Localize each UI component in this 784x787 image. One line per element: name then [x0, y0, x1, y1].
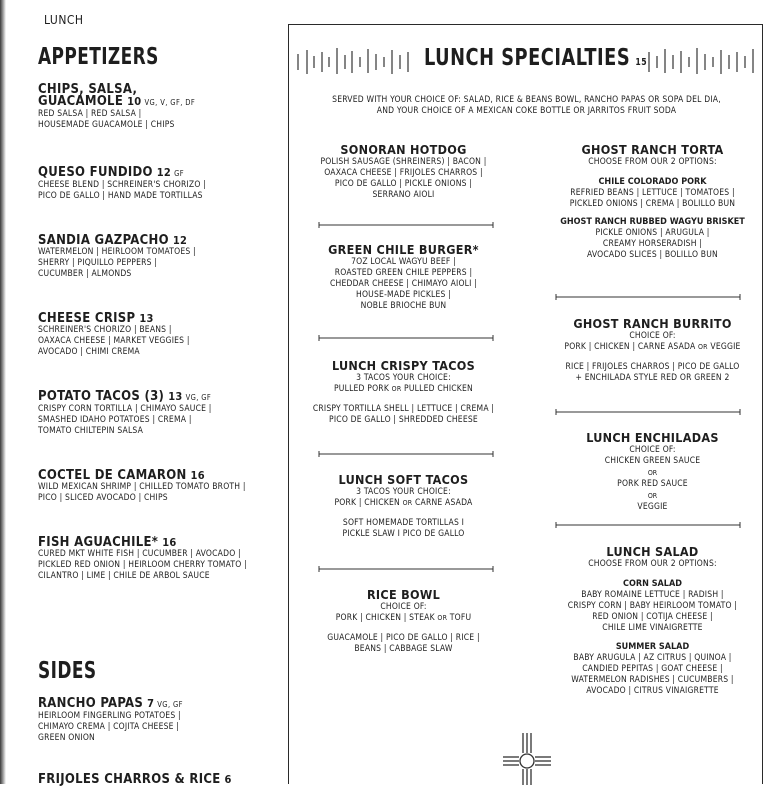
menu-item: [38, 698, 288, 744]
item-name-line: COCTEL DE CAMARON: [38, 468, 187, 483]
option-b: CARNE ASADA: [414, 498, 473, 508]
dish-line: SOFT HOMEMADE TORTILLAS I: [342, 518, 465, 528]
dish-title: GHOST RANCH BURRITO: [573, 316, 732, 331]
item-desc-line: OAXACA CHEESE | MARKET VEGGIES |: [38, 336, 190, 346]
dish-line: AVOCADO SLICES | BOLILLO BUN: [587, 250, 718, 260]
item-price: 6: [224, 773, 232, 786]
item-price: 16: [190, 469, 205, 482]
item-tags: GF: [174, 169, 185, 178]
menu-item: [38, 313, 288, 358]
dish-line: CANDIED PEPITAS | GOAT CHEESE |: [582, 664, 723, 674]
ghost-ranch-torta-block: [545, 143, 760, 261]
item-name: [38, 698, 288, 711]
lunch-specialties-box: [288, 24, 763, 784]
right-tick-ornament: [647, 46, 759, 74]
option-a: PULLED PORK: [334, 384, 390, 394]
item-price: 13: [168, 390, 183, 403]
item-name: [38, 470, 288, 482]
dish-choice: CHOICE OF:: [380, 602, 427, 612]
dish-line: BEANS | CABBAGE SLAW: [354, 644, 453, 654]
dish-title: LUNCH SOFT TACOS: [338, 472, 469, 487]
item-name-line: POTATO TACOS (3): [38, 389, 165, 404]
dish-line: PICKLED ONIONS | CREMA | BOLILLO BUN: [569, 199, 736, 209]
item-price: 10: [127, 95, 142, 108]
item-name-line: SANDIA GAZPACHO: [38, 233, 169, 248]
zia-sun-emblem: [503, 731, 551, 785]
option-b: VEGGIE: [710, 342, 741, 352]
specialties-price: 15: [635, 57, 648, 68]
dish-choice: 3 TACOS YOUR CHOICE:: [356, 487, 451, 497]
option-title: CHILE COLORADO PORK: [598, 177, 707, 187]
dish-line: CHEDDAR CHEESE | CHIMAYO AIOLI |: [330, 279, 477, 289]
dish-line: REFRIED BEANS | LETTUCE | TOMATOES |: [570, 188, 735, 198]
menu-item: [38, 470, 288, 504]
item-price: 12: [172, 234, 188, 247]
dish-line: CRISPY TORTILLA SHELL | LETTUCE | CREMA |: [312, 404, 495, 414]
item-desc-line: CRISPY CORN TORTILLA | CHIMAYO SAUCE |: [38, 404, 212, 414]
dish-line: PICO DE GALLO | SHREDDED CHEESE: [329, 415, 478, 425]
dish-line: RED ONION | COTIJA CHEESE |: [592, 612, 713, 622]
option-title: SUMMER SALAD: [615, 642, 690, 652]
item-desc-line: SMASHED IDAHO POTATOES | CREMA |: [38, 415, 192, 425]
item-desc-line: CHEESE BLEND | SCHREINER'S CHORIZO |: [38, 180, 206, 190]
page-edge-shadow: [0, 0, 6, 784]
item-price: 7: [147, 697, 155, 710]
specialties-title-text: LUNCH SPECIALTIES: [424, 45, 631, 71]
option-title: GHOST RANCH RUBBED WAGYU BRISKET: [560, 217, 745, 227]
item-name: [38, 96, 288, 109]
dish-line: BABY ARUGULA | AZ CITRUS | QUINOA |: [573, 653, 732, 663]
dish-line: GUACAMOLE | PICO DE GALLO | RICE |: [327, 633, 480, 643]
item-tags: VG, V, GF, DF: [144, 98, 196, 107]
dish-line: WATERMELON RADISHES | CUCUMBERS |: [571, 675, 734, 685]
option-a: PORK | CHICKEN | STEAK: [335, 613, 435, 623]
item-desc-line: PICO DE GALLO | HAND MADE TORTILLAS: [38, 191, 203, 201]
item-name-line: CHIPS, SALSA,: [38, 82, 138, 97]
divider: [316, 565, 496, 573]
or-word: OR: [647, 492, 658, 500]
served-with-note: [289, 95, 764, 117]
dish-line: RICE | FRIJOLES CHARROS | PICO DE GALLO: [565, 362, 740, 372]
dish-title: SONORAN HOTDOG: [340, 142, 467, 157]
item-desc-line: PICKLED RED ONION | HEIRLOOM CHERRY TOMATO |: [38, 560, 247, 570]
dish-line: CRISPY CORN | BABY HEIRLOOM TOMATO |: [567, 601, 738, 611]
item-name-line: GUACAMOLE: [38, 94, 124, 109]
item-desc-line: HEIRLOOM FINGERLING POTATOES |: [38, 711, 181, 721]
dish-line: PICO DE GALLO | PICKLE ONIONS |: [334, 179, 473, 189]
dish-title: GREEN CHILE BURGER*: [328, 242, 479, 257]
dish-options: [545, 342, 760, 353]
dish-options: [296, 498, 511, 509]
dish-line: + ENCHILADA STYLE RED OR GREEN 2: [575, 373, 730, 383]
dish-line: SERRANO AIOLI: [372, 190, 435, 200]
item-name-line: FRIJOLES CHARROS & RICE: [38, 772, 221, 787]
item-name: [38, 235, 288, 247]
item-desc-line: WILD MEXICAN SHRIMP | CHILLED TOMATO BROTH |: [38, 482, 246, 492]
item-name: [38, 774, 288, 786]
divider: [316, 334, 496, 342]
dish-title: LUNCH CRISPY TACOS: [331, 358, 476, 373]
item-name-line: QUESO FUNDIDO: [38, 165, 153, 180]
item-desc-line: CURED MKT WHITE FISH | CUCUMBER | AVOCADO |: [38, 549, 241, 559]
item-name-line: RANCHO PAPAS: [38, 696, 144, 711]
menu-item: [38, 391, 288, 437]
appetizers-title: APPETIZERS: [38, 44, 159, 70]
option-b: PULLED CHICKEN: [404, 384, 473, 394]
dish-choice: CHOOSE FROM OUR 2 OPTIONS:: [588, 157, 717, 167]
divider: [316, 450, 496, 458]
or-word: OR: [391, 385, 402, 393]
item-name: [38, 391, 288, 404]
served-line: SERVED WITH YOUR CHOICE OF: SALAD, RICE & BEANS BOWL, RANCHO PAPAS OR SOPA DEL DIA,: [332, 95, 721, 105]
specialties-title: [424, 45, 647, 71]
item-desc-line: CHIMAYO CREMA | COJITA CHEESE |: [38, 722, 180, 732]
dish-line: PICKLE ONIONS | ARUGULA |: [595, 228, 710, 238]
ghost-ranch-burrito-block: [545, 317, 760, 384]
dish-line: POLISH SAUSAGE (SHREINERS) | BACON |: [320, 157, 487, 167]
dish-title: LUNCH SALAD: [606, 544, 699, 559]
item-desc-line: RED SALSA | RED SALSA |: [38, 109, 142, 119]
option-a: PORK | CHICKEN: [334, 498, 400, 508]
page-label: LUNCH: [44, 13, 84, 27]
item-price: 12: [156, 166, 172, 179]
lunch-enchiladas-block: [545, 431, 760, 513]
or-word: OR: [437, 614, 448, 622]
option-c: VEGGIE: [637, 502, 668, 512]
rice-bowl-block: [296, 588, 511, 655]
item-desc-line: WATERMELON | HEIRLOOM TOMATOES |: [38, 247, 196, 257]
dish-line: 7OZ LOCAL WAGYU BEEF |: [351, 257, 456, 267]
item-name: [38, 167, 288, 180]
item-desc-line: SCHREINER'S CHORIZO | BEANS |: [38, 325, 172, 335]
or-word: OR: [402, 499, 413, 507]
option-b: TOFU: [449, 613, 472, 623]
or-word: OR: [647, 469, 658, 477]
item-desc-line: PICO | SLICED AVOCADO | CHIPS: [38, 493, 168, 503]
dish-choice: CHOICE OF:: [629, 445, 676, 455]
dish-line: BABY ROMAINE LETTUCE | RADISH |: [581, 590, 724, 600]
lunch-soft-tacos-block: [296, 473, 511, 540]
item-tags: VG, GF: [157, 700, 183, 709]
item-desc-line: AVOCADO | CHIMI CREMA: [38, 347, 140, 357]
menu-item: [38, 84, 288, 131]
dish-line: CREAMY HORSERADISH |: [602, 239, 703, 249]
item-desc-line: SHERRY | PIQUILLO PEPPERS |: [38, 258, 158, 268]
item-desc-line: HOUSEMADE GUACAMOLE | CHIPS: [38, 120, 175, 130]
item-name: [38, 537, 288, 549]
dish-line: OAXACA CHEESE | FRIJOLES CHARROS |: [324, 168, 483, 178]
menu-item: [38, 537, 288, 582]
or-word: OR: [698, 343, 708, 351]
lunch-crispy-tacos-block: [296, 359, 511, 426]
dish-line: ROASTED GREEN CHILE PEPPERS |: [334, 268, 473, 278]
item-tags: VG, GF: [185, 393, 212, 402]
dish-options: [296, 613, 511, 624]
item-name-line: FISH AGUACHILE*: [38, 535, 159, 550]
menu-item: [38, 774, 288, 786]
item-price: 13: [139, 312, 154, 325]
dish-title: GHOST RANCH TORTA: [581, 142, 724, 157]
item-name: [38, 313, 288, 325]
dish-line: AVOCADO | CITRUS VINAIGRETTE: [586, 686, 719, 696]
left-tick-ornament: [296, 46, 414, 74]
dish-options: [296, 384, 511, 395]
green-chile-burger-block: [296, 243, 511, 312]
sonoran-hotdog-block: [296, 143, 511, 201]
dish-title: LUNCH ENCHILADAS: [586, 430, 719, 445]
sides-title: SIDES: [38, 658, 97, 684]
option-b: PORK RED SAUCE: [617, 479, 688, 489]
item-desc-line: CUCUMBER | ALMONDS: [38, 269, 132, 279]
divider: [553, 521, 743, 529]
divider: [553, 293, 743, 301]
item-name-line: CHEESE CRISP: [38, 311, 136, 326]
option-a: CHICKEN GREEN SAUCE: [604, 456, 701, 466]
lunch-salad-block: [545, 545, 760, 697]
divider: [316, 221, 496, 229]
dish-choice: CHOOSE FROM OUR 2 OPTIONS:: [588, 559, 717, 569]
item-desc-line: GREEN ONION: [38, 733, 95, 743]
menu-item: [38, 167, 288, 202]
served-line: AND YOUR CHOICE OF A MEXICAN COKE BOTTLE OR JARRITOS FRUIT SODA: [376, 106, 677, 116]
item-price: 16: [162, 536, 177, 549]
item-desc-line: CILANTRO | LIME | CHILE DE ARBOL SAUCE: [38, 571, 210, 581]
dish-choice: CHOICE OF:: [629, 331, 676, 341]
dish-line: CHILE LIME VINAIGRETTE: [602, 623, 703, 633]
dish-line: PICKLE SLAW I PICO DE GALLO: [342, 529, 465, 539]
dish-choice: 3 TACOS YOUR CHOICE:: [356, 373, 451, 383]
dish-line: NOBLE BRIOCHE BUN: [360, 301, 447, 311]
dish-line: HOUSE-MADE PICKLES |: [356, 290, 451, 300]
divider: [553, 408, 743, 416]
option-title: CORN SALAD: [623, 579, 682, 589]
option-a: PORK | CHICKEN | CARNE ASADA: [564, 342, 696, 352]
menu-item: [38, 235, 288, 280]
dish-title: RICE BOWL: [366, 587, 441, 602]
item-desc-line: TOMATO CHILTEPIN SALSA: [38, 426, 144, 436]
